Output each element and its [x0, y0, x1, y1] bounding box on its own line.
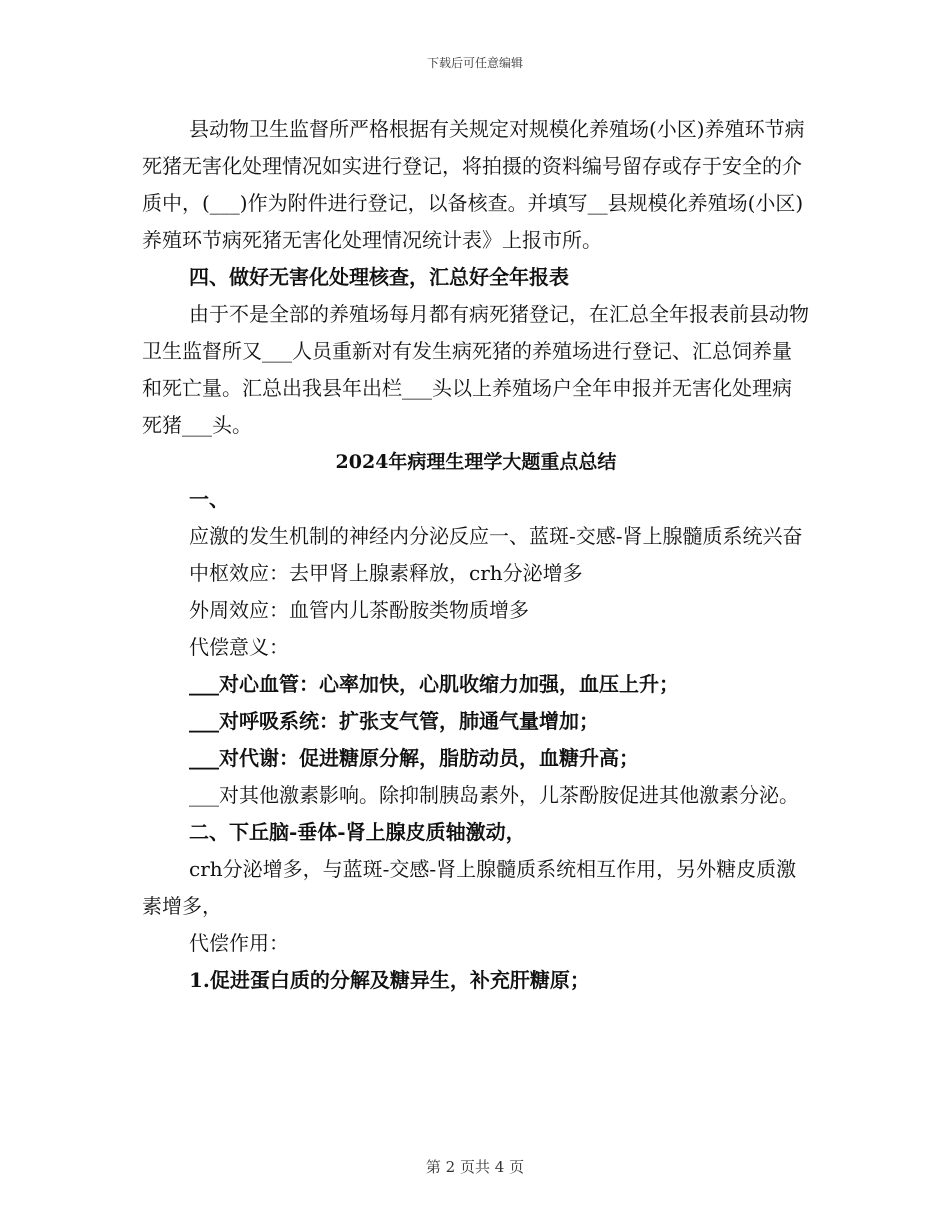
paragraph-compensation-role: 代偿作用： — [189, 931, 289, 955]
paragraph-registration: 县动物卫生监督所严格根据有关规定对规模化养殖场(小区)养殖环节病死猪无害化处理情况如实进行登记，将拍摄的资料编号留存或存于安全的介质中，(___)作为附件进行登记，以备核查。并填写__县规模化养殖场(小区)养殖环节病死猪无害化处理情况统计表》上报市所。 — [142, 117, 805, 252]
list-item-hormones: ___对其他激素影响。除抑制胰岛素外，儿茶酚胺促进其他激素分泌。 — [189, 783, 799, 807]
section-heading-four: 四、做好无害化处理核查，汇总好全年报表 — [189, 265, 569, 289]
document-body — [142, 111, 810, 999]
paragraph-compensation-label: 代偿意义： — [189, 635, 289, 659]
page-footer: 第 2 页共 4 页 — [425, 1158, 525, 1176]
section-heading-two: 二、下丘脑-垂体-肾上腺皮质轴激动， — [189, 820, 526, 844]
document-title: 2024年病理生理学大题重点总结 — [335, 451, 617, 473]
list-item-respiratory: ___对呼吸系统：扩张支气管，肺通气量增加； — [189, 709, 599, 733]
paragraph-annual-summary: 由于不是全部的养殖场每月都有病死猪登记，在汇总全年报表前县动物卫生监督所又___人员重新对有发生病死猪的养殖场进行登记、汇总饲养量和死亡量。汇总出我县年出栏___头以上养殖场户全年申报并无害化处理病死猪___头。 — [142, 302, 809, 437]
section-heading-one: 一、 — [189, 487, 229, 511]
paragraph-mechanism: 应激的发生机制的神经内分泌反应一、蓝斑-交感-肾上腺髓质系统兴奋 — [189, 524, 803, 548]
list-item-protein: 1.促进蛋白质的分解及糖异生，补充肝糖原； — [189, 968, 590, 992]
page-header: 下载后可任意编辑 — [426, 56, 523, 70]
paragraph-crh: crh分泌增多，与蓝斑-交感-肾上腺髓质系统相互作用，另外糖皮质激素增多， — [142, 857, 797, 918]
paragraph-central-effect: 中枢效应：去甲肾上腺素释放，crh分泌增多 — [189, 561, 583, 585]
list-item-metabolism: ___对代谢：促进糖原分解，脂肪动员，血糖升高； — [189, 746, 639, 770]
list-item-cardiovascular: ___对心血管：心率加快，心肌收缩力加强，血压上升； — [189, 672, 679, 696]
paragraph-peripheral-effect: 外周效应：血管内儿茶酚胺类物质增多 — [189, 598, 529, 622]
